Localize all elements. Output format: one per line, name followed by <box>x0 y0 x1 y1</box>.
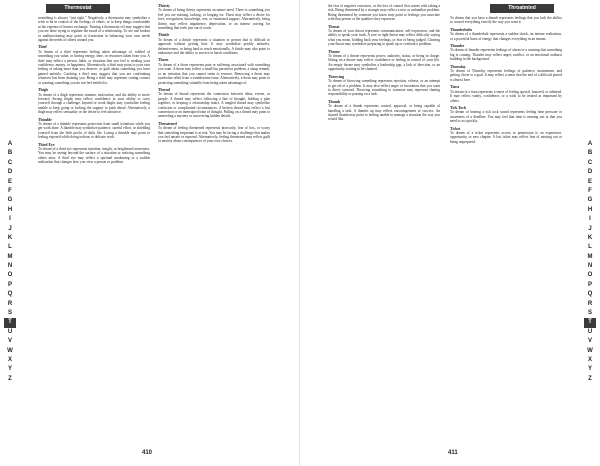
dictionary-entry <box>158 4 270 30</box>
dictionary-entry <box>38 45 150 85</box>
dictionary-entry <box>450 44 562 62</box>
alphabet-letter: R <box>587 300 593 307</box>
alphabet-letter: W <box>587 347 593 354</box>
entry-heading: Thursday <box>450 64 466 69</box>
entry-heading: Throat <box>328 24 340 29</box>
entry-body: To dream of a throne represents power, authority, status, or being in charge. Sitting on a throne may reflect confidence or feeling in control of your life. An empty throne may symbolize a leadership gap, a lack of direction, or an opportunity waiting to be claimed. <box>328 54 440 72</box>
entry-heading: Thunder <box>450 44 465 49</box>
alphabet-letter: C <box>7 159 13 166</box>
alphabet-letter: K <box>587 234 593 241</box>
entry-heading: Third Eye <box>38 142 55 147</box>
entry-heading: Tick Tock <box>450 105 467 110</box>
dictionary-entry <box>158 58 270 84</box>
alphabet-letter: U <box>7 328 13 335</box>
alphabet-letter: H <box>587 206 593 213</box>
alphabet-letter: Z <box>8 375 12 382</box>
entry-heading: Thumb <box>328 99 341 104</box>
dictionary-entry <box>450 28 562 41</box>
alphabet-letter: D <box>7 169 13 176</box>
entry-body: To dream of throwing something represents rejection, release, or an attempt to get rid of a problem. It may also reflect anger or frustration that you want to direct outward. Throwing something to someone may represent sharing responsibility or passing on a task. <box>328 79 440 97</box>
entry-heading: Throwing <box>328 74 344 79</box>
text-column-1 <box>328 4 440 434</box>
alphabet-letter: T <box>584 318 596 327</box>
dictionary-entry <box>158 33 270 55</box>
alphabet-letter: L <box>588 244 592 251</box>
page-number: 410 <box>142 450 153 456</box>
section-tab: Thermostat <box>46 4 110 13</box>
entry-body: To dream of thunder represents feelings of alarm or a warning that something big is coming. Thunder may reflect anger, conflict, or an emotional outburst building in the background. <box>450 48 562 62</box>
entry-body: To dream of a ticket represents access or permission to an experience, opportunity, or new chapter. A lost ticket may reflect fear of missing out or being unprepared. <box>450 130 562 144</box>
entry-body: To dream of thread represents the connection between ideas, events, or people. A thread may reflect following a line of thought, holding a plan together, or keeping a relationship intact. A tangled thread may symbolize confusion or complicated circumstances. A broken thread may reflect a lost connection or an interrupted train of thought. Pulling on a thread may point to unraveling a mystery or uncovering hidden details. <box>158 92 270 119</box>
alphabet-letter: D <box>587 169 593 176</box>
entry-body: To dream of a thief represents feeling taken advantage of, robbed of something you value, or having energy, time, or resources taken from you. A thief may reflect a person, habit, or situation that you feel is stealing your confidence, money, or happiness. Alternatively, a thief may point to your own feeling of taking more than you deserve, or guilt about something you have gained unfairly. Catching a thief may suggest that you are confronting whatever has been draining you. Being a thief may represent cutting corners or wanting something you do not feel entitled to. <box>38 49 150 85</box>
section-tab: Throatmind <box>490 4 554 13</box>
alphabet-index <box>584 140 596 384</box>
alphabet-letter: W <box>7 347 13 354</box>
entry-body: To dream of a thimble represents protection from small irritations while you get work done. A thimble may symbolize patience, careful effort, or shielding yourself from the little pricks of daily life. Losing a thimble may point to feeling exposed while doing tedious or delicate work. <box>38 121 150 140</box>
alphabet-letter: N <box>7 263 13 270</box>
dictionary-entry <box>450 16 562 25</box>
alphabet-letter: B <box>587 150 593 157</box>
entry-heading: Thorn <box>158 58 169 63</box>
alphabet-letter: N <box>587 263 593 270</box>
entry-body: something is always “just right.” Negatively, a thermostat may symbolize a wish to be in control of the feelings of others, or to keep things comfortable at the expense of honest exchange. Turning a thermostat off may suggest that you are done trying to regulate the mood of a relationship. To see one broken or malfunctioning may point to frustration in balancing your own needs against the needs of others around you. <box>38 16 150 43</box>
entry-body: To dream that you have a thumb represents feelings that you lack the ability to control everything exactly the way you want it. <box>450 16 562 25</box>
dictionary-entry <box>158 122 270 144</box>
entry-heading: Tiara <box>450 85 460 90</box>
alphabet-letter: V <box>7 338 12 345</box>
alphabet-letter: O <box>587 272 593 279</box>
alphabet-letter: O <box>7 272 13 279</box>
dictionary-entry <box>328 4 440 22</box>
alphabet-letter: J <box>588 225 592 232</box>
alphabet-letter: T <box>4 318 16 327</box>
alphabet-letter: S <box>587 310 592 317</box>
dictionary-entry <box>328 50 440 72</box>
entry-heading: Thunderbolts <box>450 27 473 32</box>
dictionary-entry <box>450 127 562 145</box>
alphabet-letter: I <box>589 216 591 223</box>
alphabet-letter: P <box>7 281 12 288</box>
alphabet-letter: G <box>587 197 593 204</box>
entry-body: To dream of a thigh represents stamina, motivation, and the ability to move forward. Strong thighs may reflect confidence in your ability to carry yourself through a challenge. Injured or weak thighs may symbolize feeling unable to keep going or lacking the support to push ahead. Alternatively, a thigh may reflect sensuality or the desire to feel attractive. <box>38 92 150 115</box>
alphabet-letter: V <box>587 338 592 345</box>
page-number: 411 <box>448 450 458 456</box>
alphabet-letter: Y <box>7 366 12 373</box>
entry-body: To dream of a tiara represents a sense of feeling special, honored, or admired. It may reflect vanity, confidence, or a wish to be treated as important by others. <box>450 89 562 103</box>
alphabet-letter: G <box>7 197 13 204</box>
alphabet-letter: H <box>7 206 13 213</box>
alphabet-letter: F <box>8 187 12 194</box>
alphabet-letter: E <box>7 178 12 185</box>
alphabet-letter: M <box>587 253 593 260</box>
alphabet-letter: S <box>7 310 12 317</box>
entry-body: To dream of a thunderbolt represents a sudden shock, an intense realization, or a powerful burst of energy that changes everything in an instant. <box>450 32 562 41</box>
entry-body: To dream of hearing a tick tock sound represents feeling time pressure or awareness of a deadline. You may feel that time is running out or that you need to act quickly. <box>450 110 562 124</box>
entry-body: To dream of feeling threatened represents insecurity, fear of loss, or worry that something important is at risk. You may be facing a challenge that makes you feel unsafe or exposed. Alternatively, feeling threatened may reflect guilt or anxiety about consequences of your own choices. <box>158 126 270 144</box>
dictionary-entry <box>158 88 270 119</box>
entry-heading: Thirsty <box>158 4 171 8</box>
alphabet-letter: K <box>7 234 13 241</box>
dictionary-entry <box>328 25 440 47</box>
alphabet-letter: C <box>587 159 593 166</box>
alphabet-letter: B <box>7 150 13 157</box>
alphabet-letter: E <box>587 178 592 185</box>
text-column-2 <box>450 16 562 434</box>
dictionary-entry <box>450 65 562 83</box>
text-column-1 <box>38 16 150 434</box>
alphabet-letter: J <box>8 225 12 232</box>
entry-body: To dream of being thirsty represents an unmet need. There is something you feel you are missing, lacking, or longing for. Thirst may reflect a desire for love, recognition, knowledge, rest, or emotional support. Alternatively, being thirsty may reflect impatience, deprivation, or an intense craving for something that feels just out of reach. <box>158 8 270 31</box>
dictionary-entry <box>38 118 150 140</box>
dictionary-entry <box>450 85 562 103</box>
alphabet-letter: A <box>587 141 593 147</box>
entry-heading: Thief <box>38 45 47 50</box>
entry-heading: Thigh <box>38 88 48 93</box>
entry-body: To dream of a thistle represents a situation or person that is difficult to approach without getting hurt. It may symbolize prickly attitudes, defensiveness, or being hard to reach emotionally. A thistle may also point to endurance and the ability to survive in harsh conditions. <box>158 37 270 56</box>
alphabet-letter: X <box>587 356 592 363</box>
entry-heading: Thread <box>158 87 170 92</box>
alphabet-letter: X <box>7 356 12 363</box>
entry-heading: Threatened <box>158 121 177 126</box>
right-page <box>300 0 600 466</box>
alphabet-letter: Q <box>587 291 593 298</box>
alphabet-index <box>4 140 16 384</box>
dictionary-entry <box>450 106 562 124</box>
alphabet-letter: Z <box>588 375 592 382</box>
alphabet-letter: M <box>7 253 13 260</box>
alphabet-letter: Y <box>587 366 592 373</box>
entry-heading: Throne <box>328 49 340 54</box>
entry-heading: Ticket <box>450 126 461 131</box>
alphabet-letter: Q <box>7 291 13 298</box>
dictionary-entry <box>38 88 150 114</box>
entry-heading: Thimble <box>38 117 52 122</box>
dictionary-entry <box>328 100 440 122</box>
alphabet-letter: I <box>9 216 11 223</box>
entry-body: To dream of a third eye represents intuition, insight, or heightened awareness. You may be seeing beyond the surface of a situation or noticing something others miss. A third eye may reflect a spiritual awakening or a sudden realization that changes how you view a person or problem. <box>38 146 150 165</box>
dictionary-entry <box>328 75 440 97</box>
entry-body: the fear of negative outcomes, or the loss of control that comes with taking a risk. Being threatened by a stranger may reflect a new or unfamiliar problem. Being threatened by someone you know may point to feelings you associate with that person or the qualities they represent. <box>328 4 440 22</box>
dictionary-entry <box>38 143 150 165</box>
entry-body: To dream of your throat represents communication, self-expression, and the ability to speak your truth. A sore or tight throat may reflect difficulty saying what you mean, holding back your feelings, or fear of being judged. Clearing your throat may symbolize preparing to speak up or confront a problem. <box>328 29 440 47</box>
entry-body: To dream of a thumb represents control, approval, or being capable of handling a task. A thumbs up may reflect encouragement or success. An injured thumb may point to feeling unable to manage a situation the way you would like. <box>328 104 440 122</box>
entry-body: To dream of Thursday represents feelings of patience, momentum, and getting closer to a goal. It may reflect a sense that the end of a difficult period is almost here. <box>450 69 562 82</box>
alphabet-letter: F <box>588 187 592 194</box>
alphabet-letter: P <box>587 281 592 288</box>
alphabet-letter: L <box>8 244 12 251</box>
alphabet-letter: U <box>587 328 593 335</box>
alphabet-letter: A <box>7 141 13 147</box>
entry-body: To dream of a thorn represents pain or suffering associated with something you want. A thorn may reflect a small but persistent problem, a sharp remark, or an irritation that you cannot seem to remove. Removing a thorn may symbolize relief from a troublesome issue. Alternatively, a thorn may point to protecting something valuable from being taken advantage of. <box>158 62 270 85</box>
dictionary-entry <box>38 16 150 42</box>
entry-heading: Thistle <box>158 33 170 38</box>
text-column-2 <box>158 4 270 434</box>
alphabet-letter: R <box>7 300 13 307</box>
